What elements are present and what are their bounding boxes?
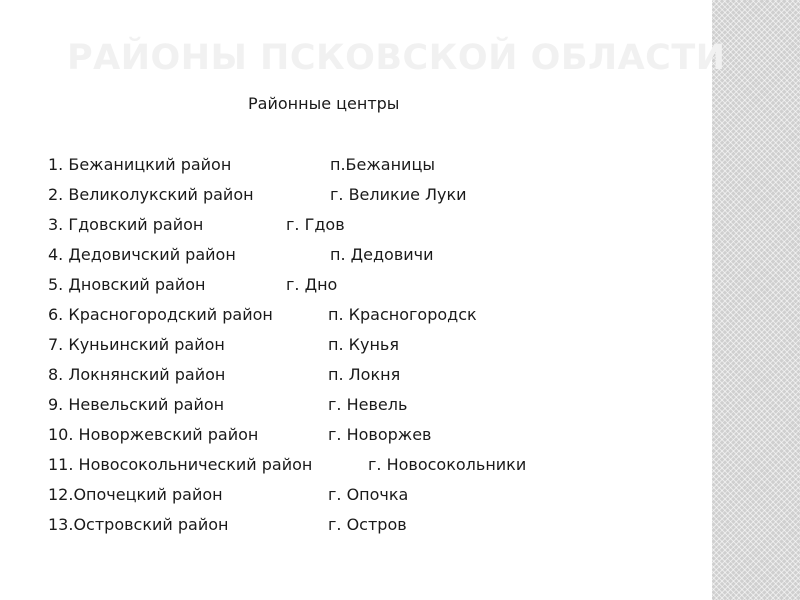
district-name: 7. Куньинский район [48,335,225,354]
district-name: 1. Бежаницкий район [48,155,232,174]
district-center: г. Остров [328,515,407,534]
district-name: 13.Островский район [48,515,229,534]
district-name: 12.Опочецкий район [48,485,223,504]
district-name: 6. Красногородский район [48,305,273,324]
district-center: г. Новосокольники [368,455,527,474]
district-center: г. Невель [328,395,408,414]
district-center: г. Гдов [286,215,345,234]
decorative-side-band [712,0,800,600]
district-center: г. Великие Луки [330,185,467,204]
district-center: п. Красногородск [328,305,477,324]
district-name: 4. Дедовичский район [48,245,236,264]
subtitle: Районные центры [248,94,400,113]
district-name: 8. Локнянский район [48,365,226,384]
district-name: 9. Невельский район [48,395,225,414]
district-center: г. Дно [286,275,338,294]
district-name: 5. Дновский район [48,275,206,294]
district-center: п. Кунья [328,335,399,354]
district-center: г. Новоржев [328,425,432,444]
district-name: 2. Великолукский район [48,185,254,204]
district-name: 10. Новоржевский район [48,425,259,444]
district-center: п. Локня [328,365,401,384]
district-center: п. Дедовичи [330,245,434,264]
district-center: г. Опочка [328,485,409,504]
district-name: 11. Новосокольнический район [48,455,313,474]
district-center: п.Бежаницы [330,155,435,174]
district-name: 3. Гдовский район [48,215,204,234]
slide-title: РАЙОНЫ ПСКОВСКОЙ ОБЛАСТИ [67,38,726,78]
